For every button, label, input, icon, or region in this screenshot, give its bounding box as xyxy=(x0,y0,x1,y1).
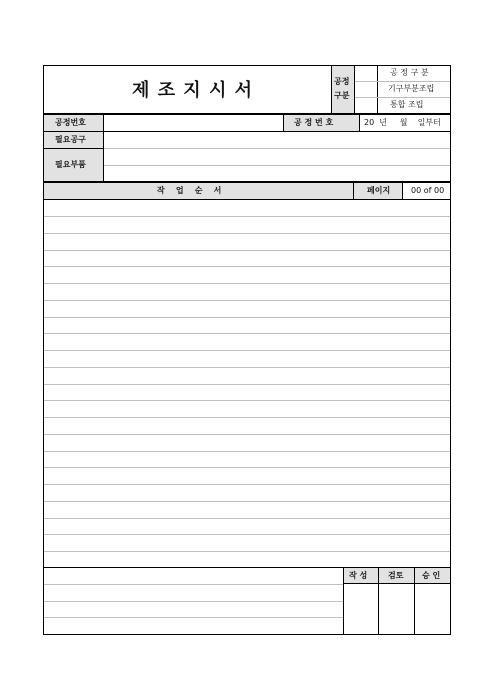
page-value: 00 of 00 xyxy=(411,186,445,195)
approval-approved: 승 인 xyxy=(422,571,441,580)
category-option-assembly-part: 기구부분조립 xyxy=(388,84,435,93)
category-heading: 공 정 구 분 xyxy=(390,68,429,77)
work-order-line xyxy=(44,484,450,485)
process-no-label-2: 공 정 번 호 xyxy=(294,118,334,127)
work-order-line xyxy=(44,317,450,318)
work-order-line xyxy=(44,417,450,418)
work-order-line xyxy=(44,400,450,401)
work-order-line xyxy=(44,350,450,351)
approval-reviewed: 검토 xyxy=(388,571,404,580)
required-parts-label: 필요부품 xyxy=(55,160,86,169)
required-tools-label: 필요공구 xyxy=(55,135,86,144)
document-title: 제 조 지 시 서 xyxy=(132,80,254,101)
work-order-line xyxy=(44,333,450,334)
work-order-line xyxy=(44,534,450,535)
form-border-top xyxy=(43,65,451,66)
work-order-heading: 작 업 순 서 xyxy=(157,186,222,195)
work-order-line xyxy=(44,367,450,368)
form-border-right xyxy=(450,65,451,635)
category-option-integrated: 통합 조립 xyxy=(390,100,424,109)
work-order-line xyxy=(44,467,450,468)
process-category-label-cell xyxy=(331,66,354,113)
process-no-label: 공정번호 xyxy=(55,118,86,127)
work-order-line xyxy=(44,434,450,435)
form-border-bottom xyxy=(43,634,451,635)
date-from: 20 년 월 일부터 xyxy=(364,118,441,127)
work-order-line xyxy=(44,216,450,217)
work-order-line xyxy=(44,283,450,284)
work-order-line xyxy=(44,518,450,519)
work-order-line xyxy=(44,551,450,552)
work-order-line xyxy=(44,300,450,301)
work-order-line xyxy=(44,451,450,452)
process-category-label-1: 공정 xyxy=(334,77,350,86)
page-label: 페이지 xyxy=(367,186,391,195)
approval-written-by: 작 성 xyxy=(349,571,368,580)
work-order-line xyxy=(44,501,450,502)
work-order-line xyxy=(44,266,450,267)
work-order-line xyxy=(44,233,450,234)
work-order-line xyxy=(44,250,450,251)
work-order-line xyxy=(44,384,450,385)
process-category-label-2: 구분 xyxy=(334,91,350,100)
